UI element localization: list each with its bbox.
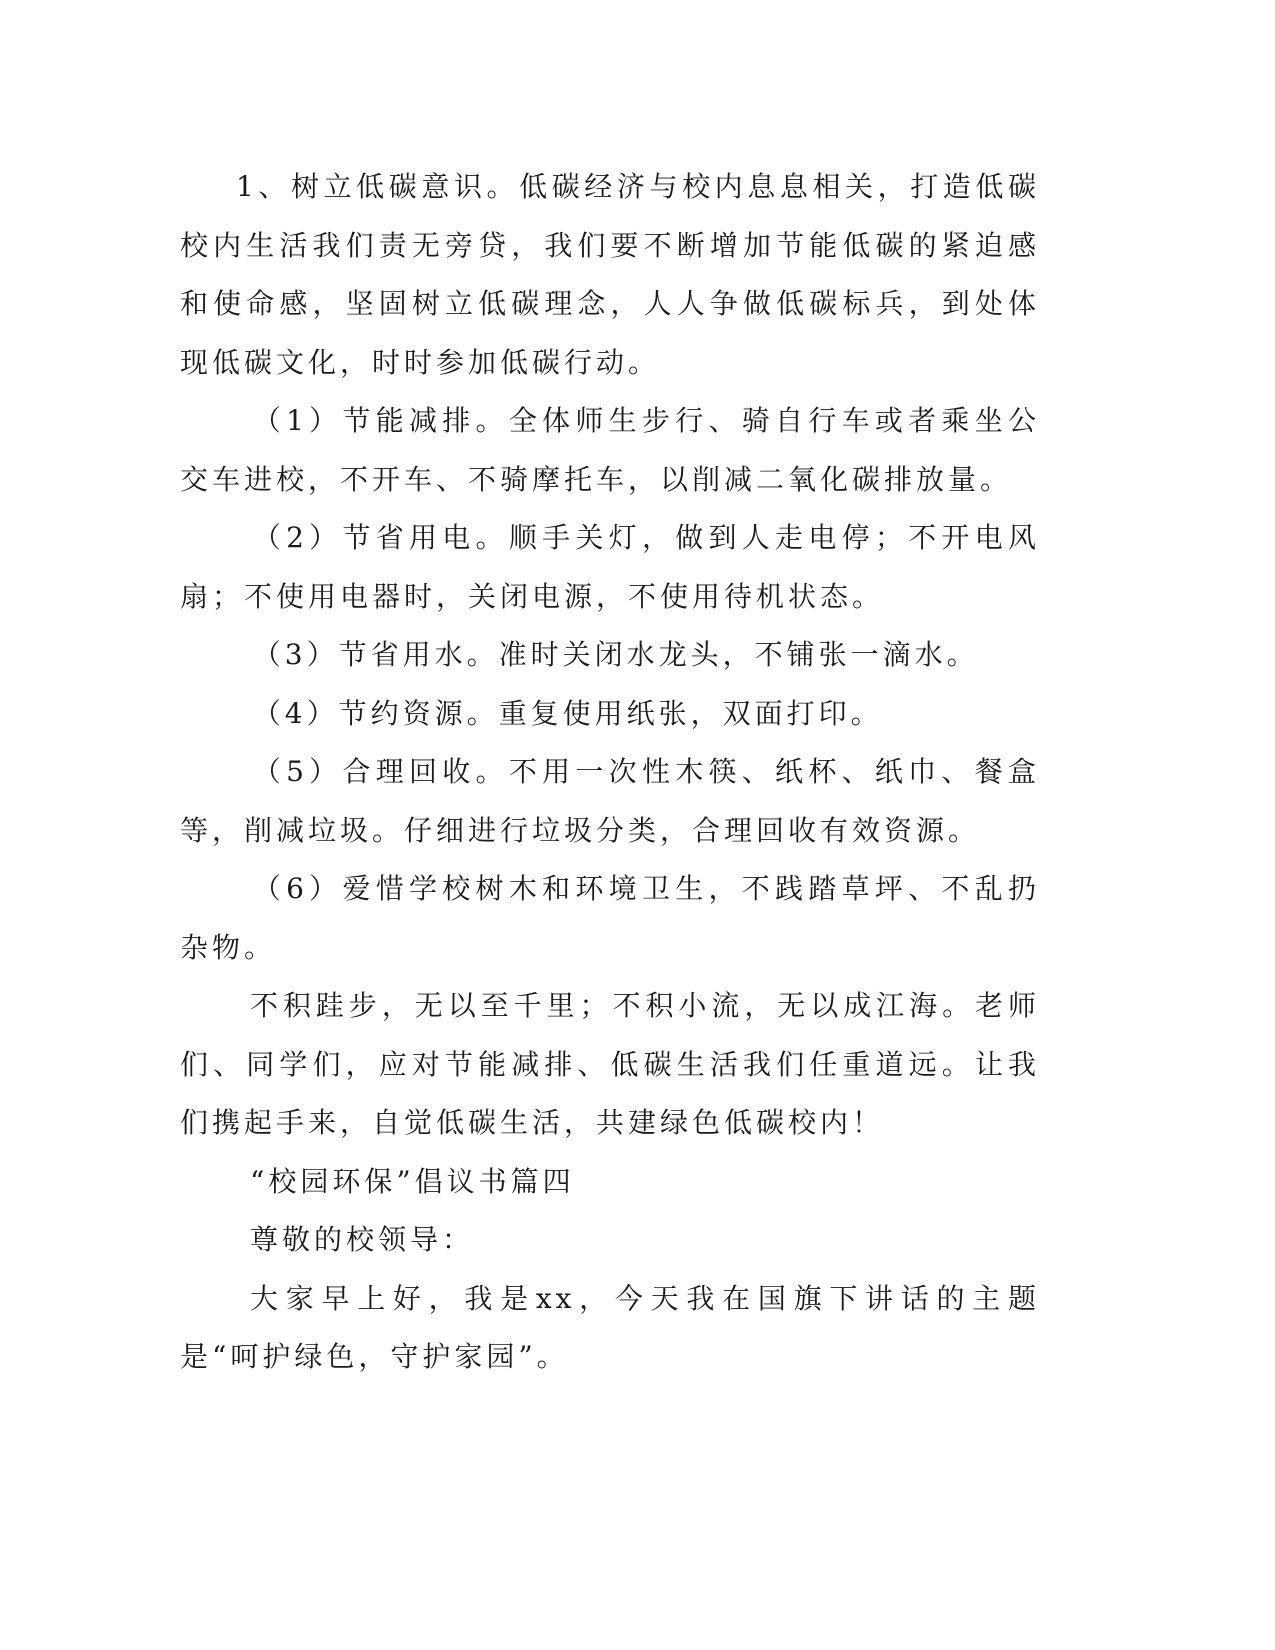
paragraph-item-5-recycling: （5）合理回收。不用一次性木筷、纸杯、纸巾、餐盒等，削减垃圾。仔细进行垃圾分类，合理回收有效资源。 (180, 755, 1040, 847)
paragraph-item-4-save-resources: （4）节约资源。重复使用纸张，双面打印。 (252, 696, 883, 730)
paragraph-item-2-save-electricity: （2）节省用电。顺手关灯，做到人走电停；不开电风扇；不使用电器时，关闭电源，不使用待机状态。 (180, 521, 1040, 613)
paragraph-low-carbon-awareness: 1、树立低碳意识。低碳经济与校内息息相关，打造低碳校内生活我们责无旁贷，我们要不断增加节能低碳的紧迫感和使命感，坚固树立低碳理念，人人争做低碳标兵，到处体现低碳文化，时时参加低碳行动。 (180, 170, 1040, 379)
paragraph-item-3-save-water: （3）节省用水。准时关闭水龙头，不铺张一滴水。 (252, 638, 979, 671)
paragraph-item-1-energy-saving: （1）节能减排。全体师生步行、骑自行车或者乘坐公交车进校，不开车、不骑摩托车，以削减二氧化碳排放量。 (180, 404, 1040, 496)
document-body (180, 158, 1040, 1387)
salutation: 尊敬的校领导： (250, 1223, 475, 1256)
paragraph-speech-opening: 大家早上好，我是xx，今天我在国旗下讲话的主题是“呵护绿色，守护家园”。 (180, 1281, 1040, 1373)
section-heading: “校园环保”倡议书篇四 (250, 1164, 575, 1198)
paragraph-closing-call: 不积跬步，无以至千里；不积小流，无以成江海。老师们、同学们，应对节能减排、低碳生活我们任重道远。让我们携起手来，自觉低碳生活，共建绿色低碳校内！ (180, 989, 1040, 1139)
paragraph-item-6-protect-environment: （6）爱惜学校树木和环境卫生，不践踏草坪、不乱扔杂物。 (180, 872, 1040, 964)
